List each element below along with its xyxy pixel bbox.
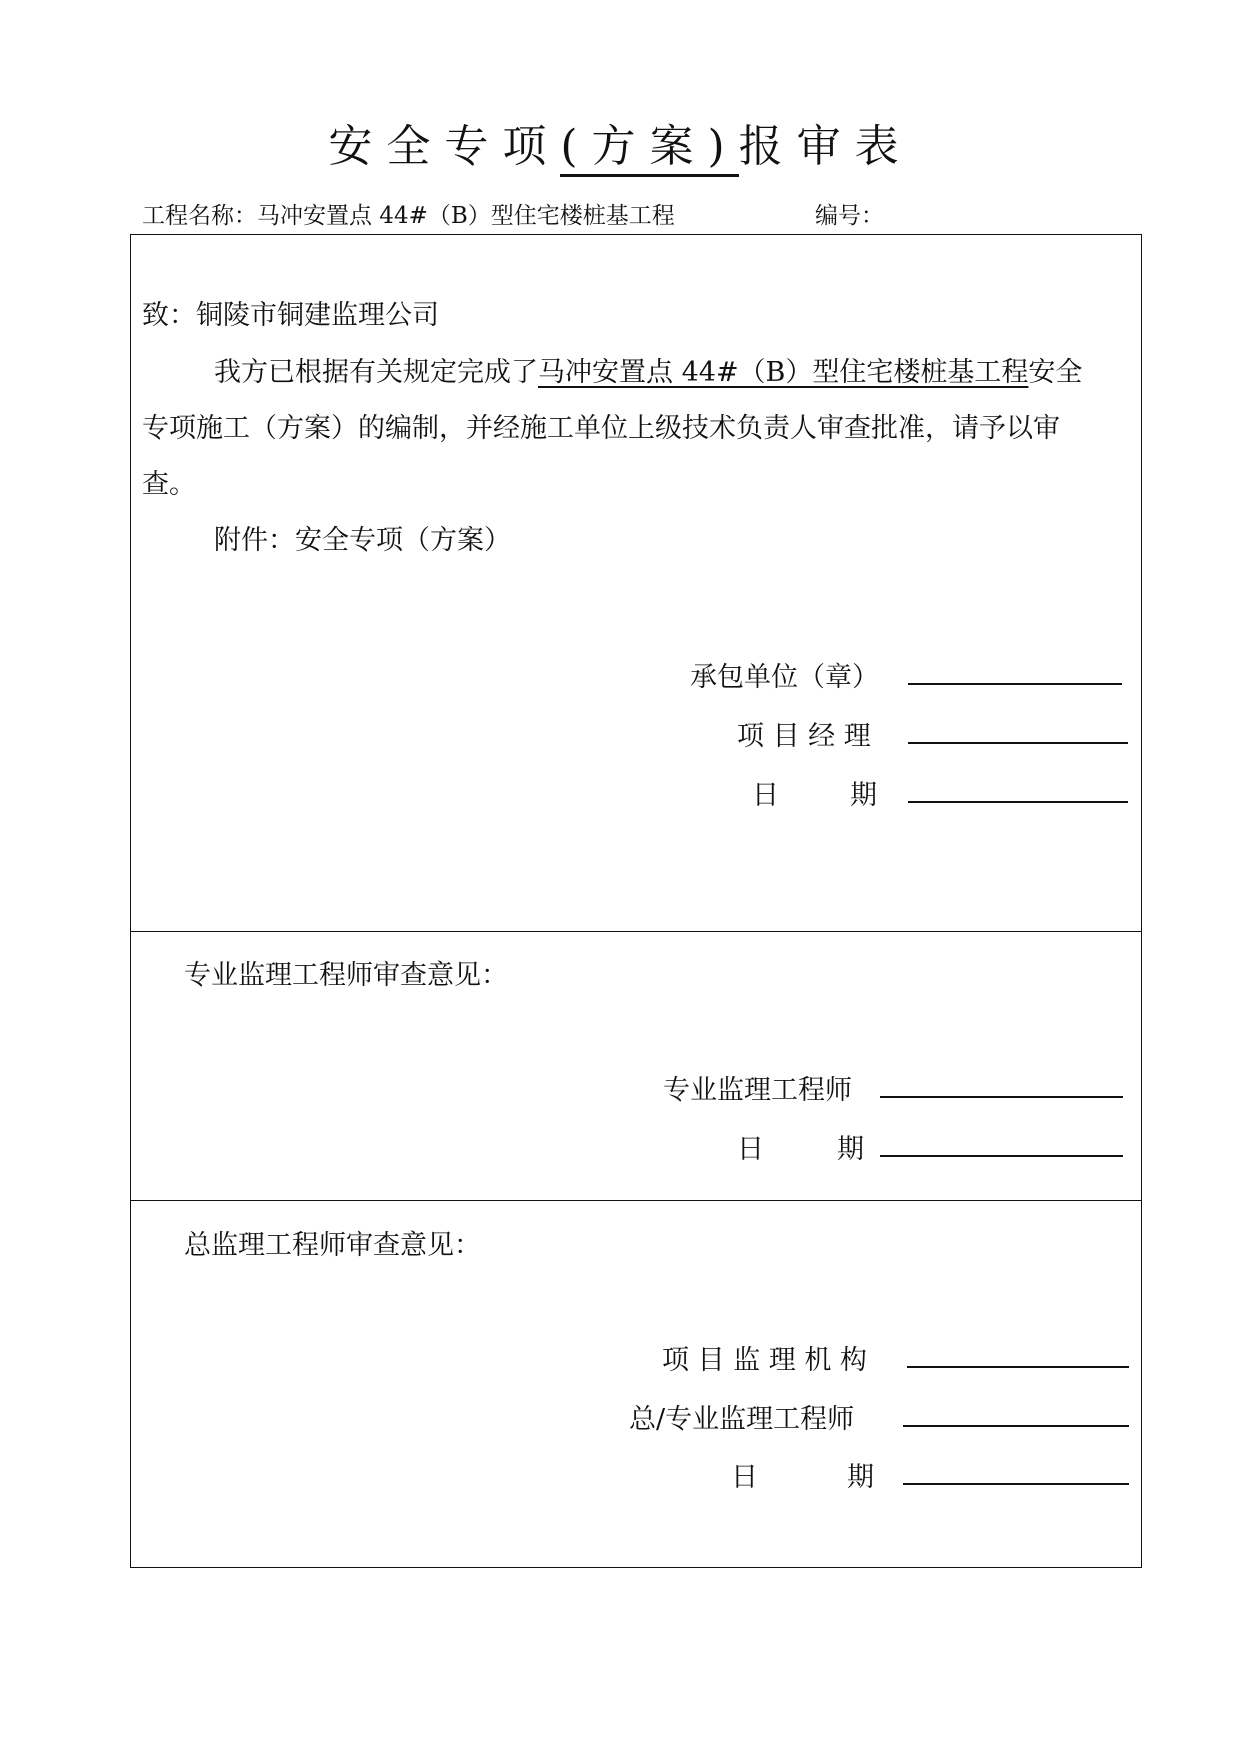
addressee: 致：铜陵市铜建监理公司 (142, 300, 439, 331)
chief-engineer-label: 总/专业监理工程师 (629, 1404, 855, 1435)
supervision-org-line (907, 1366, 1129, 1368)
para-suffix: 安全 (1028, 357, 1083, 388)
engineer-signature-line (880, 1096, 1123, 1098)
paragraph-line-2: 专项施工（方案）的编制，并经施工单位上级技术负责人审查批准，请予以审 (142, 413, 1060, 444)
chief-date-line (903, 1483, 1129, 1485)
engineer-signature-label: 专业监理工程师 (663, 1075, 852, 1106)
title-underlined: (方案) (560, 121, 738, 177)
attachment-note: 附件：安全专项（方案） (214, 525, 511, 556)
para-prefix: 我方已根据有关规定完成了 (214, 357, 538, 388)
submit-date-label-a: 日 (752, 780, 779, 811)
title-prefix: 安全专项 (328, 121, 561, 172)
project-manager-label: 项 目 经 理 (737, 721, 871, 752)
project-label: 工程名称： (142, 203, 257, 229)
chief-date-label-b: 期 (847, 1462, 874, 1493)
project-name-row (142, 197, 675, 230)
submit-date-line (908, 801, 1128, 803)
engineer-review-heading: 专业监理工程师审查意见： (184, 960, 508, 991)
submit-date-label-b: 期 (850, 780, 877, 811)
section-divider-1 (130, 931, 1142, 932)
chief-date-label-a: 日 (731, 1462, 758, 1493)
engineer-date-label-a: 日 (737, 1134, 764, 1165)
paragraph-line-1 (214, 350, 1082, 389)
number-label: 编号： (815, 203, 884, 229)
supervision-org-label: 项 目 监 理 机 构 (662, 1345, 867, 1376)
section-divider-2 (130, 1200, 1142, 1201)
paragraph-line-3: 查。 (142, 469, 196, 500)
contractor-seal-line (908, 683, 1122, 685)
engineer-date-line (880, 1155, 1123, 1157)
chief-engineer-line (903, 1425, 1129, 1427)
contractor-seal-label: 承包单位（章） (690, 662, 879, 693)
project-name: 马冲安置点 44#（B）型住宅楼桩基工程 (257, 203, 675, 229)
chief-review-heading: 总监理工程师审查意见： (184, 1230, 481, 1261)
document-title (0, 110, 1241, 174)
title-suffix: 报审表 (738, 121, 913, 172)
project-manager-line (908, 742, 1128, 744)
para-project-name: 马冲安置点 44#（B）型住宅楼桩基工程 (538, 357, 1029, 388)
engineer-date-label-b: 期 (837, 1134, 864, 1165)
